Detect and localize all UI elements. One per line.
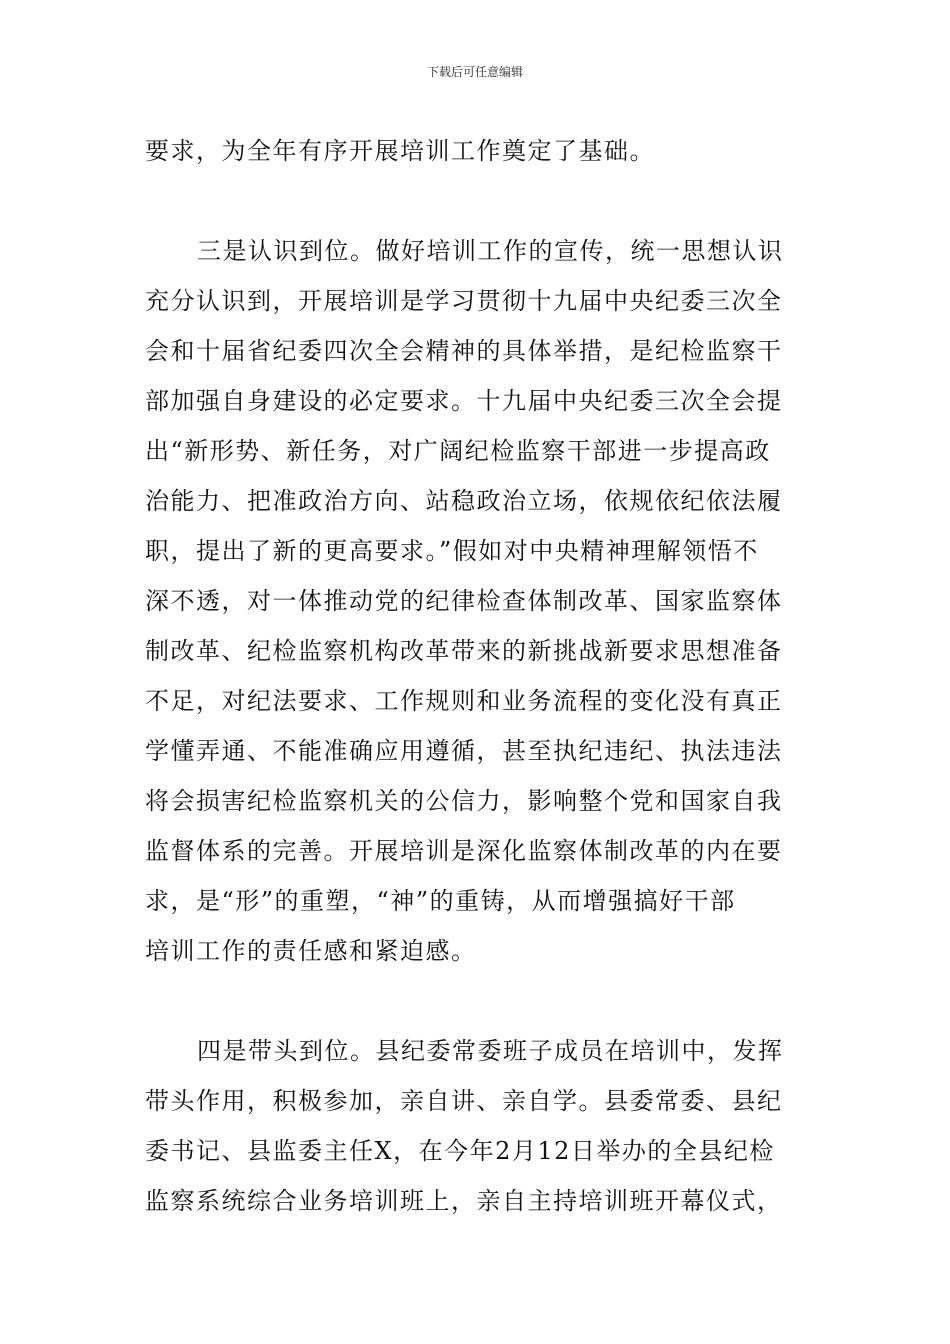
text-line: 深不透，对一体推动党的纪律检查体制改革、国家监察体 xyxy=(145,587,783,615)
text-line: 将会损害纪检监察机关的公信力，影响整个党和国家自我 xyxy=(145,787,783,815)
paragraph-2-understanding xyxy=(145,226,810,976)
text-line: 要求，为全年有序开展培训工作奠定了基础。 xyxy=(145,137,655,165)
text-line: 求，是“形”的重塑，“神”的重铸，从而增强搞好干部 xyxy=(145,887,736,915)
paragraph-1 xyxy=(145,126,810,176)
text-line: 制改革、纪检监察机构改革带来的新挑战新要求思想准备 xyxy=(145,637,783,665)
text-line: 会和十届省纪委四次全会精神的具体举措，是纪检监察干 xyxy=(145,337,783,365)
text-line: 出“新形势、新任务，对广阔纪检监察干部进一步提高政 xyxy=(145,437,771,465)
text-line: 治能力、把准政治方向、站稳政治立场，依规依纪依法履 xyxy=(145,487,783,515)
text-line: 充分认识到，开展培训是学习贯彻十九届中央纪委三次全 xyxy=(145,287,783,315)
text-line: 委书记、县监委主任X，在今年2月12日举办的全县纪检 xyxy=(145,1137,775,1165)
text-line: 不足，对纪法要求、工作规则和业务流程的变化没有真正 xyxy=(145,687,783,715)
document-body xyxy=(145,126,810,1226)
page-header-note: 下载后可任意编辑 xyxy=(426,65,523,79)
text-line: 学懂弄通、不能准确应用遵循，甚至执纪违纪、执法违法 xyxy=(145,737,783,765)
text-line: 带头作用，积极参加，亲自讲、亲自学。县委常委、县纪 xyxy=(145,1087,783,1115)
text-line: 监督体系的完善。开展培训是深化监察体制改革的内在要 xyxy=(145,837,783,865)
text-line: 三是认识到位。做好培训工作的宣传，统一思想认识 xyxy=(197,237,784,265)
text-line: 四是带头到位。县纪委常委班子成员在培训中，发挥 xyxy=(197,1037,784,1065)
paragraph-3-leadership xyxy=(145,1026,810,1226)
text-line: 监察系统综合业务培训班上，亲自主持培训班开幕仪式， xyxy=(145,1187,783,1215)
text-line: 职，提出了新的更高要求。”假如对中央精神理解领悟不 xyxy=(145,537,759,565)
text-line: 部加强自身建设的必定要求。十九届中央纪委三次全会提 xyxy=(145,387,783,415)
text-line: 培训工作的责任感和紧迫感。 xyxy=(145,937,477,965)
